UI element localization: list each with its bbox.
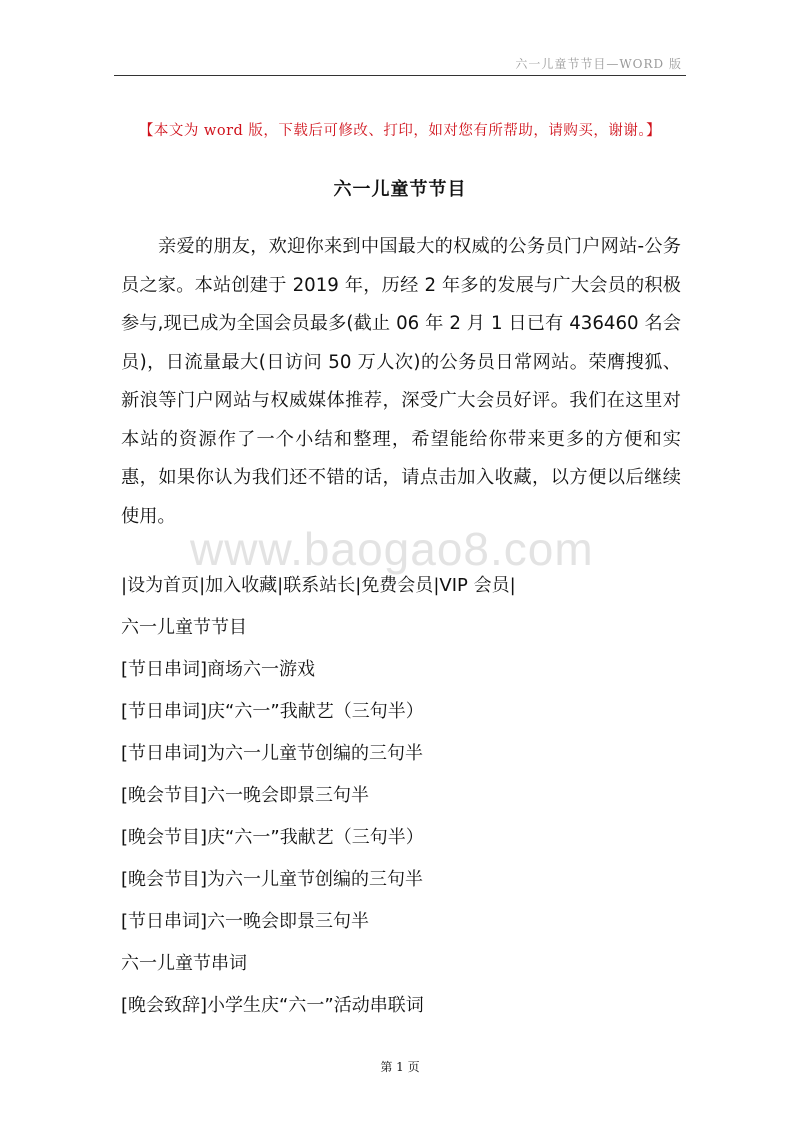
list-item: [晚会节目]为六一儿童节创编的三句半	[121, 869, 424, 890]
nav-link-contact[interactable]: 联系站长	[283, 575, 356, 596]
page-header-text: 六一儿童节节目—WORD 版	[515, 57, 682, 71]
watermark: www.baogao8.com	[190, 523, 594, 575]
list-item: 六一儿童节串词	[121, 953, 247, 974]
nav-link-favorite[interactable]: 加入收藏	[205, 575, 278, 596]
list-item: [节日串词]庆“六一”我献艺（三句半）	[121, 701, 424, 722]
nav-separator: |	[199, 575, 206, 596]
nav-separator: |	[121, 575, 128, 596]
nav-separator: |	[277, 575, 284, 596]
notice-banner: 【本文为 word 版，下载后可修改、打印，如对您有所帮助，请购买，谢谢。】	[138, 123, 662, 139]
list-item: [晚会节目]六一晚会即景三句半	[121, 785, 370, 806]
nav-separator: |	[509, 575, 516, 596]
list-item: [节日串词]为六一儿童节创编的三句半	[121, 743, 424, 764]
header-rule	[114, 75, 686, 76]
list-item: [节日串词]商场六一游戏	[121, 659, 316, 680]
nav-link-home[interactable]: 设为首页	[127, 575, 200, 596]
page-number: 第 1 页	[380, 1060, 420, 1074]
list-item: 六一儿童节节目	[121, 617, 247, 638]
nav-link-vip-member[interactable]: VIP 会员	[439, 575, 510, 596]
program-list	[121, 614, 424, 1034]
nav-link-free-member[interactable]: 免费会员	[361, 575, 434, 596]
intro-paragraph: 亲爱的朋友，欢迎你来到中国最大的权威的公务员门户网站-公务员之家。本站创建于 2019 年，历经 2 年多的发展与广大会员的积极参与,现已成为全国会员最多(截止 06 年 2 月 1 日已有 436460 名会员)，日流量最大(日访问 50 万人次)的公务员日常网站。荣膺搜狐、新浪等门户网站与权威媒体推荐，深受广大会员好评。我们在这里对本站的资源作了一个小结和整理，希望能给你带来更多的方便和实惠，如果你认为我们还不错的话，请点击加入收藏，以方便以后继续使用。	[121, 236, 681, 527]
list-item: [晚会节目]庆“六一”我献艺（三句半）	[121, 827, 424, 848]
list-item: [晚会致辞]小学生庆“六一”活动串联词	[121, 995, 424, 1016]
list-item: [节日串词]六一晚会即景三句半	[121, 911, 370, 932]
site-nav-links	[121, 572, 516, 600]
nav-separator: |	[355, 575, 362, 596]
nav-separator: |	[433, 575, 440, 596]
document-title: 六一儿童节节目	[333, 179, 467, 200]
